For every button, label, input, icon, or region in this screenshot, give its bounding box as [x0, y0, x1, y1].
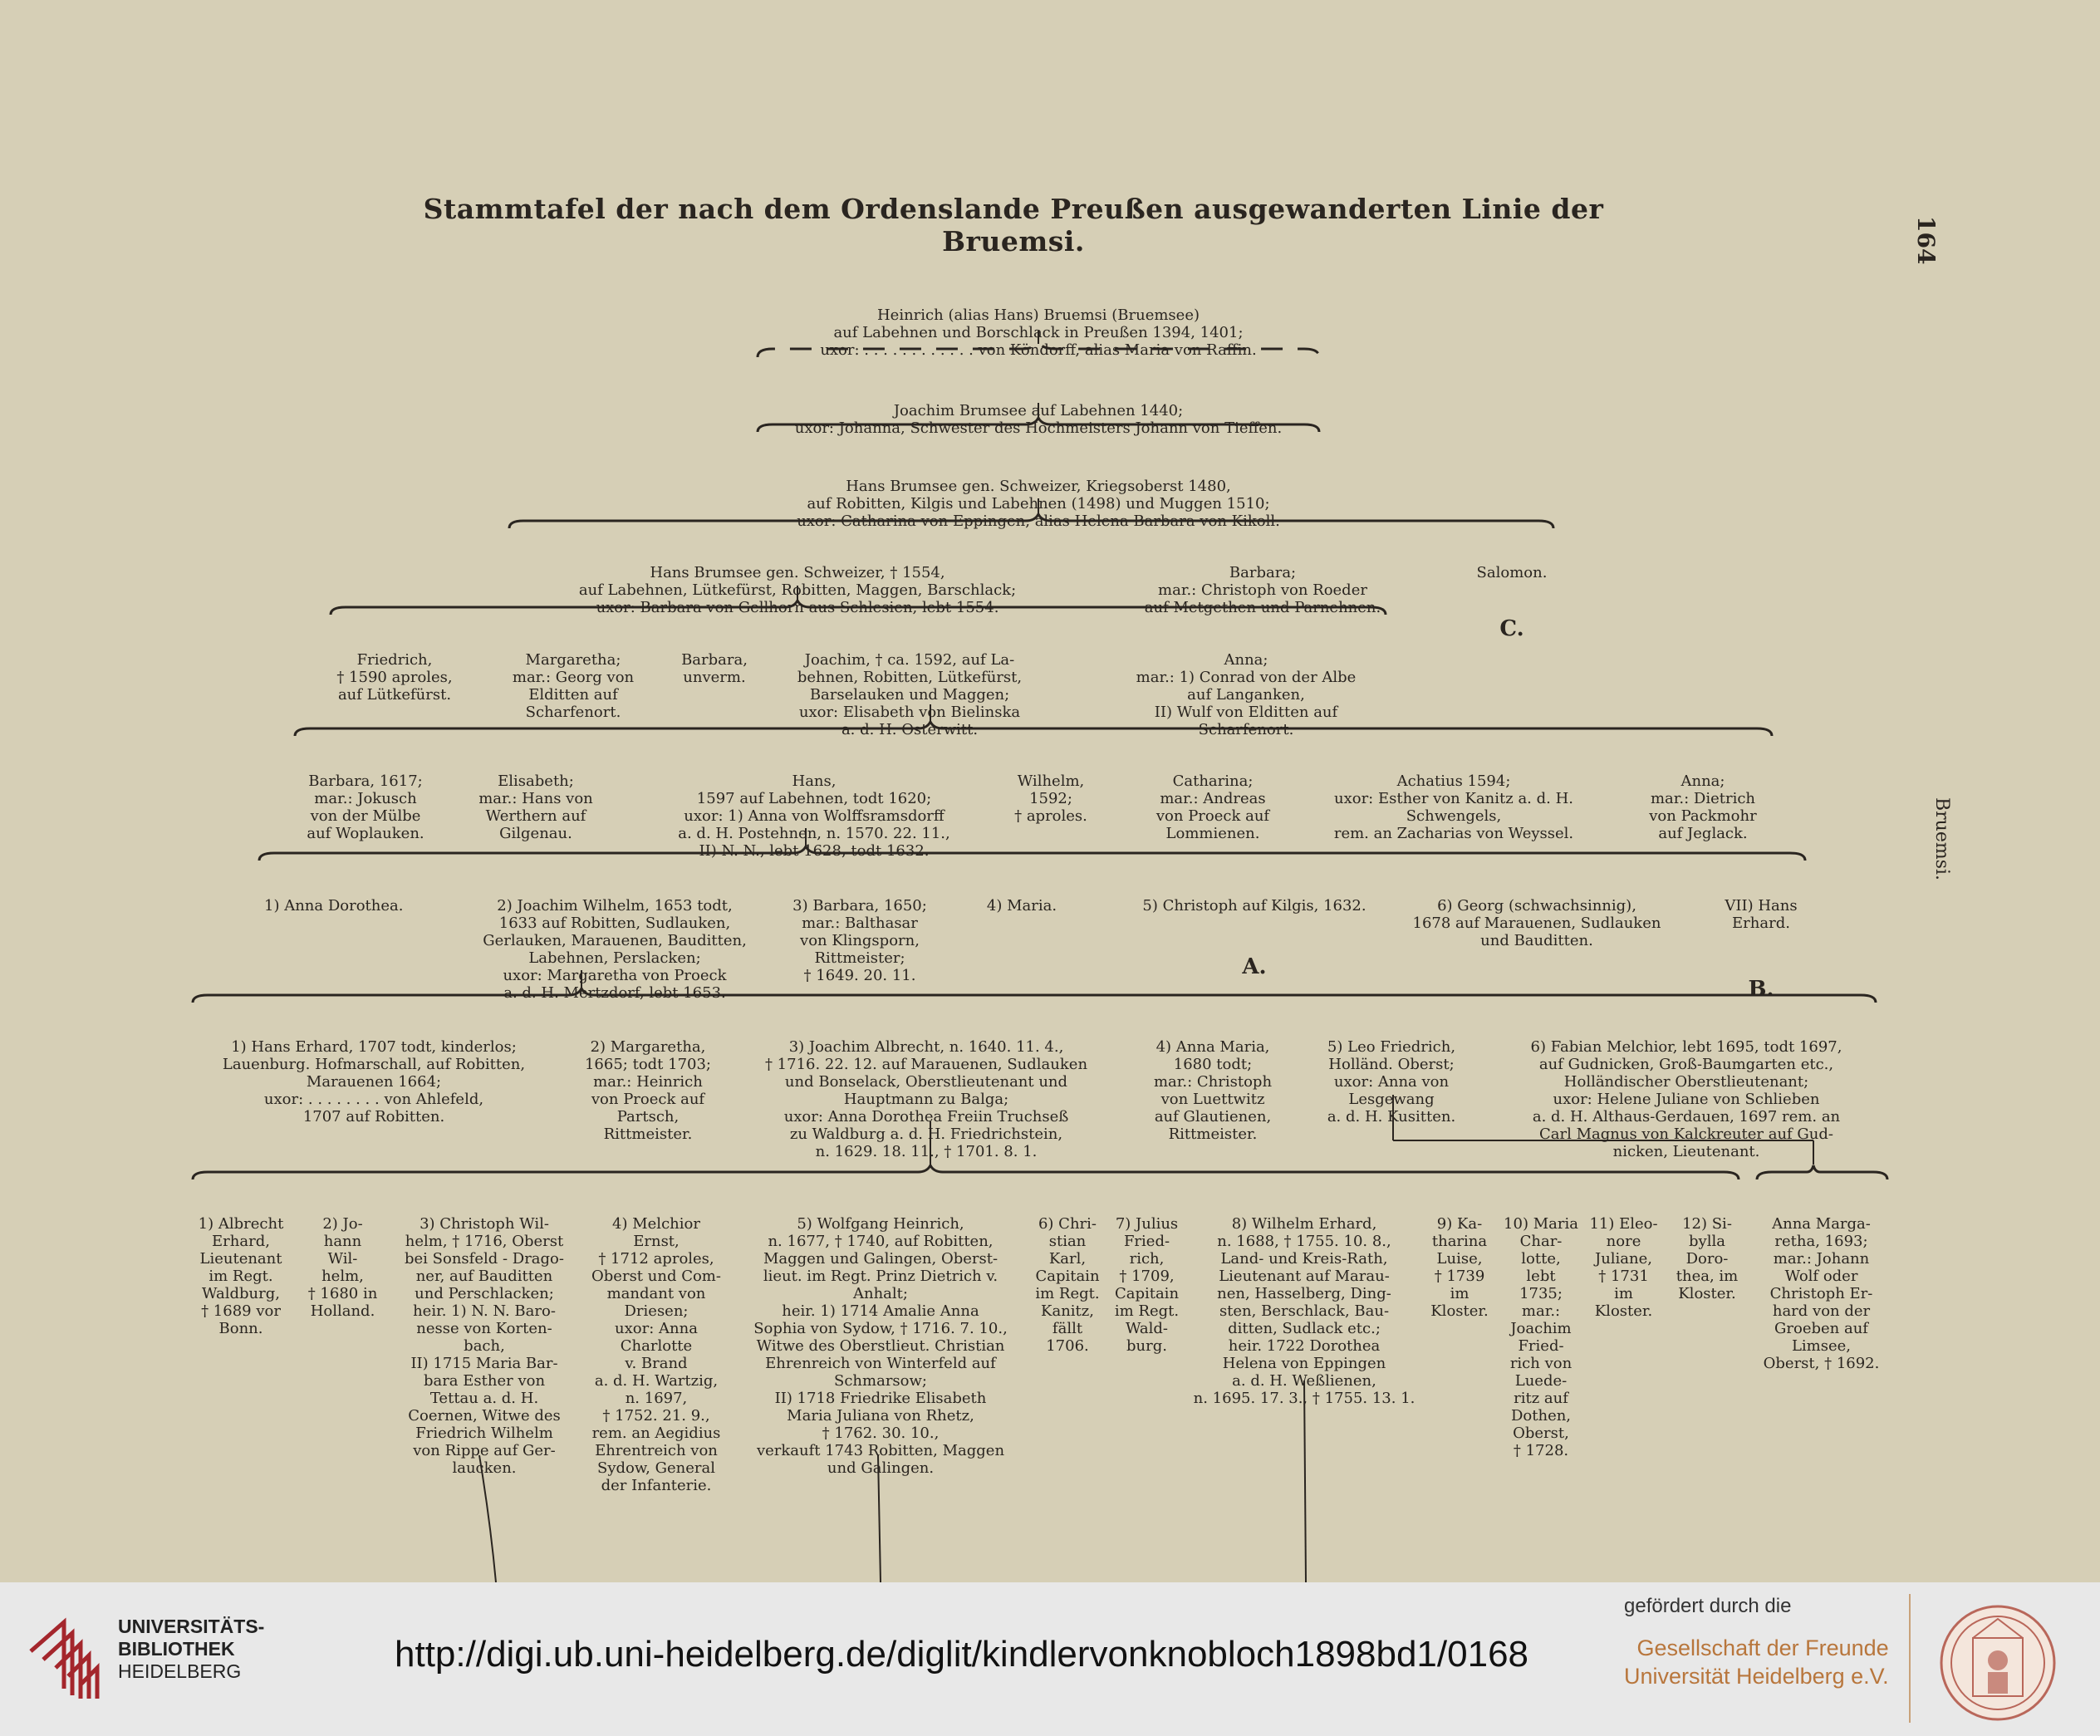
node-barbara-klingsporn: 3) Barbara, 1650; mar.: Balthasar von Klingsporn, Rittmeister; † 1649. 20. 11.: [792, 897, 927, 984]
node-sibylla-dorothea: 12) Si- bylla Doro- thea, im Kloster.: [1676, 1215, 1739, 1302]
node-joachim-1592: Joachim, † ca. 1592, auf La- behnen, Robitten, Lütkefürst, Barselauken und Maggen; uxor: Elisabeth von Bielinska a. d. H. Osterwitt.: [797, 651, 1023, 738]
bracket-g8: [193, 988, 1876, 1003]
ub-heidelberg-wordmark: UNIVERSITÄTS- BIBLIOTHEK HEIDELBERG: [118, 1616, 265, 1682]
node-christian-karl: 6) Chri- stian Karl, Capitain im Regt. Kanitz, fällt 1706.: [1035, 1215, 1100, 1355]
node-hans-1480: Hans Brumsee gen. Schweizer, Kriegsoberst 1480, auf Robitten, Kilgis und Labehnen (1498) und Muggen 1510; uxor: Catharina von Eppingen, alias Helena Barbara von Kikoll.: [797, 478, 1280, 530]
node-albrecht-erhard: 1) Albrecht Erhard, Lieutenant im Regt. Waldburg, † 1689 vor Bonn.: [198, 1215, 284, 1337]
node-christoph-kilgis: 5) Christoph auf Kilgis, 1632. A.: [1101, 862, 1408, 1014]
university-seal-icon: [1931, 1601, 2064, 1725]
sponsor-intro: gefördert durch die: [1624, 1595, 1792, 1617]
node-johann-wilhelm: 2) Jo- hann Wil- helm, † 1680 in Holland.: [307, 1215, 378, 1320]
node-hans-1554: Hans Brumsee gen. Schweizer, † 1554, auf Labehnen, Lütkefürst, Robitten, Maggen, Barschlack; uxor: Barbara von Gellhorn aus Schlesien, lebt 1554.: [578, 564, 1017, 616]
node-anna-dorothea: 1) Anna Dorothea.: [264, 897, 404, 915]
node-anna-albe: Anna; mar.: 1) Conrad von der Albe auf Langanken, II) Wulf von Elditten auf Scharfenort.: [1136, 651, 1357, 738]
node-joachim-1440: Joachim Brumsee auf Labehnen 1440; uxor: Johanna, Schwester des Hochmeisters Johann von Tieffen.: [794, 402, 1283, 437]
sponsor-name: Gesellschaft der Freunde Universität Heidelberg e.V.: [1624, 1635, 1889, 1689]
node-georg-1678: 6) Georg (schwachsinnig), 1678 auf Marauenen, Sudlauken und Bauditten.: [1412, 897, 1661, 949]
node-barbara-1617: Barbara, 1617; mar.: Jokusch von der Mülbe auf Woplauken.: [307, 772, 424, 842]
side-running-head: Bruemsi.: [1931, 797, 1952, 881]
line-letter-b: B.: [1748, 977, 1774, 1002]
footer-bar: [0, 1582, 2100, 1736]
node-heinrich: Heinrich (alias Hans) Bruemsi (Bruemsee) auf Labehnen und Borschlack in Preußen 1394, 1401; uxor: . . . . . . . . . . . . von Köndorff, alias Maria von Raffin.: [820, 306, 1257, 359]
page-number: 164: [1912, 216, 1940, 265]
node-hans-erhard-1707: 1) Hans Erhard, 1707 todt, kinderlos; Lauenburg. Hofmarschall, auf Robitten, Marauenen 1664; uxor: . . . . . . . . von Ahlefeld, 1707 auf Robitten.: [222, 1038, 526, 1125]
node-margaretha-elditten: Margaretha; mar.: Georg von Elditten auf Scharfenort.: [512, 651, 635, 721]
ub-heidelberg-logo-icon: [18, 1606, 118, 1705]
node-leo-friedrich: 5) Leo Friedrich, Holländ. Oberst; uxor: Anna von Lesgewang a. d. H. Kusitten.: [1327, 1038, 1456, 1125]
node-julius-friedrich: 7) Julius Fried- rich, † 1709, Capitain im Regt. Wald- burg.: [1114, 1215, 1180, 1355]
node-maria: 4) Maria.: [986, 897, 1057, 915]
node-margaretha-1665: 2) Margaretha, 1665; todt 1703; mar.: Heinrich von Proeck auf Partsch, Rittmeister.: [584, 1038, 711, 1143]
source-url-link[interactable]: http://digi.ub.uni-heidelberg.de/diglit/kindlervonknobloch1898bd1/0168: [395, 1634, 1529, 1675]
node-hans-1597: Hans, 1597 auf Labehnen, todt 1620; uxor: 1) Anna von Wolffsramsdorff a. d. H. Postehnen, n. 1570. 22. 11., II) N. N., lebt 1628, todt 1632.: [678, 772, 950, 860]
node-elisabeth-werthern: Elisabeth; mar.: Hans von Werthern auf Gilgenau.: [478, 772, 593, 842]
node-anna-margaretha-1693: Anna Marga- retha, 1693; mar.: Johann Wolf oder Christoph Er- hard von der Groeben auf Limsee, Oberst, † 1692.: [1763, 1215, 1880, 1372]
node-catharina-proeck: Catharina; mar.: Andreas von Proeck auf Lommienen.: [1155, 772, 1270, 842]
node-friedrich-1590: Friedrich, † 1590 aproles, auf Lütkefürst.: [336, 651, 453, 704]
page-title: Stammtafel der nach dem Ordenslande Preußen ausgewanderten Linie der Bruemsi.: [423, 193, 1604, 257]
node-barbara-unverm: Barbara, unverm.: [681, 651, 748, 686]
node-katharina-luise: 9) Ka- tharina Luise, † 1739 im Kloster.: [1430, 1215, 1489, 1320]
footer-divider: [1909, 1594, 1911, 1723]
node-wolfgang-heinrich: 5) Wolfgang Heinrich, n. 1677, † 1740, auf Robitten, Maggen und Galingen, Oberst- lieut. im Regt. Prinz Dietrich v. Anhalt; heir. 1) 1714 Amalie Anna Sophia von Sydow, † 1716. 7. 10., Witwe des Oberstlieut. Christian Ehrenreich von Winterfeld auf Schmarsow; II) 1718 Friedrike Elisabeth Maria Juliana von Rhetz, † 1762. 30. 10., verkauft 1743 Robitten, Maggen und Galingen.: [753, 1215, 1008, 1477]
node-achatius-1594: Achatius 1594; uxor: Esther von Kanitz a. d. H. Schwengels, rem. an Zacharias von Weyssel.: [1333, 772, 1574, 842]
node-anna-packmohr: Anna; mar.: Dietrich von Packmohr auf Jeglack.: [1649, 772, 1757, 842]
node-melchior-ernst: 4) Melchior Ernst, † 1712 aproles, Oberst und Com- mandant von Driesen; uxor: Anna Charlotte v. Brand a. d. H. Wartzig, n. 1697, † 1752. 21. 9., rem. an Aegidius Ehrentreich von Sydow, General der Infanterie.: [591, 1215, 721, 1494]
node-barbara-roeder: Barbara; mar.: Christoph von Roeder auf Metgethen und Parnehnen.: [1144, 564, 1381, 616]
node-fabian-melchior: 6) Fabian Melchior, lebt 1695, todt 1697, auf Gudnicken, Groß-Baumgarten etc., Holländischer Oberstlieutenant; uxor: Helene Juliane von Schlieben a. d. H. Althaus-Gerdauen, 1697 rem. an Carl Magnus von Kalckreuter auf Gud- nicken, Lieutenant.: [1530, 1038, 1842, 1160]
node-christoph-wilhelm: 3) Christoph Wil- helm, † 1716, Oberst bei Sonsfeld - Drago- ner, auf Bauditten und Perschlacken; heir. 1) N. N. Baro- nesse von Korten- bach, II) 1715 Maria Bar- bara Esther von Tettau a. d. H. Coernen, Witwe des Friedrich Wilhelm von Rippe auf Ger- laucken.: [405, 1215, 564, 1477]
node-anna-maria-1680: 4) Anna Maria, 1680 todt; mar.: Christoph von Luettwitz auf Glautienen, Rittmeister.: [1153, 1038, 1273, 1143]
line-letter-c: C.: [1499, 616, 1524, 641]
node-maria-charlotte: 10) Maria Char- lotte, lebt 1735; mar.: Joachim Fried- rich von Luede- ritz auf Dothen, Oberst, † 1728.: [1504, 1215, 1578, 1459]
node-joachim-wilhelm-1653: 2) Joachim Wilhelm, 1653 todt, 1633 auf Robitten, Sudlauken, Gerlauken, Marauenen, Bauditten, Labehnen, Perslacken; uxor: Margaretha von Proeck a. d. H. Mertzdorf, lebt 1653.: [483, 897, 747, 1002]
node-wilhelm-1592: Wilhelm, 1592; † aproles.: [1014, 772, 1087, 825]
node-eleonore-juliane: 11) Eleo- nore Juliane, † 1731 im Kloster.: [1589, 1215, 1658, 1320]
line-letter-a: A.: [1242, 954, 1267, 979]
node-salomon: Salomon. C.: [1445, 529, 1578, 676]
node-hans-erhard-vii: VII) Hans Erhard. B.: [1695, 862, 1828, 1037]
node-wilhelm-erhard: 8) Wilhelm Erhard, n. 1688, † 1755. 10. 8., Land- und Kreis-Rath, Lieutenant auf Marau- nen, Hasselberg, Ding- sten, Berschlack, Bau- ditten, Sudlack etc.; heir. 1722 Dorothea Helena von Eppingen a. d. H. Weßlienen, n. 1695. 17. 3., † 1755. 13. 1.: [1193, 1215, 1416, 1407]
node-joachim-albrecht-1640: 3) Joachim Albrecht, n. 1640. 11. 4., † 1716. 22. 12. auf Marauenen, Sudlauken und Bonselack, Oberstlieutenant und Hauptmann zu Balga; uxor: Anna Dorothea Freiin Truchseß zu Waldburg a. d. H. Friedrichstein, n. 1629. 18. 11., † 1701. 8. 1.: [764, 1038, 1088, 1160]
